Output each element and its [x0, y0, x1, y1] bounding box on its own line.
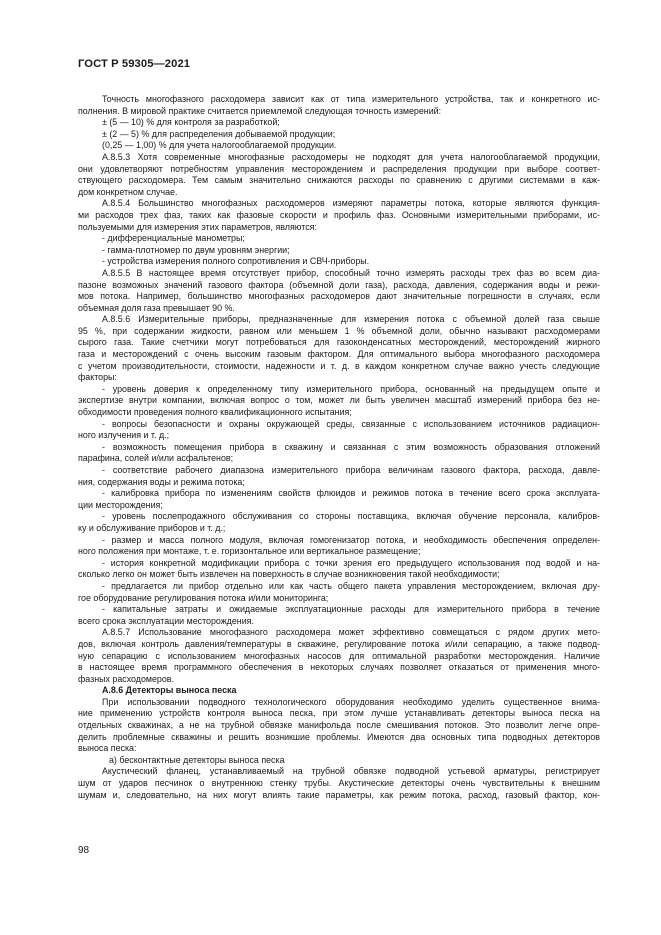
text-line: А.8.5.5 В настоящее время отсутствует прибор, способный точно измерять расходы трех фаз во всем диа-: [102, 267, 600, 278]
text-line: ± (2 — 5) % для распределения добываемой продукции;: [102, 128, 336, 139]
text-line: отдельных скважинах, а не на трубной обвязке манифольда после смешивания потоков. Это позволит легче опре-: [78, 720, 600, 731]
text-line: - калибровка прибора по изменениям свойств флюидов и режимов потока в течение всего срока эксплуата-: [102, 488, 600, 499]
body-text: [78, 94, 600, 801]
text-line: ную сепарацию с использованием многофазных насосов для оптимальной разработки месторождения. Наличие: [78, 650, 600, 661]
text-line: сырого газа. Такие счетчики могут потребоваться для газоконденсатных месторождений, месторождений жирного: [78, 337, 600, 348]
text-line: - предлагается ли прибор отдельно или как часть общего пакета управления месторождением, включая дру-: [102, 580, 600, 591]
text-line: ния, содержания воды и режима потока;: [78, 476, 245, 487]
text-line: а) бесконтактные детекторы выноса песка: [109, 754, 285, 765]
text-line: ми расходов трех фаз, таких как фазовые скорости и профиль фаз. Основными измерительными приборами, ис-: [78, 209, 600, 220]
text-line: дов, включая контроль давления/температуры в скважине, регулирование потока и/или сепарацию, а также подвод-: [78, 638, 600, 649]
text-line: - история конкретной модификации прибора с точки зрения его предыдущего использования под водой и на-: [102, 557, 600, 568]
text-line: шум от ударов песчинок о внутреннюю стенку трубы. Акустические детекторы очень чувствительны к внешним: [78, 778, 600, 789]
text-line: 95 %, при содержании жидкости, равном или меньшем 1 % объемной доли, обычно называют расходомерами: [78, 325, 600, 336]
text-line: в настоящее время программного обеспечения в некоторых случаях позволяет отказаться от применения много-: [78, 662, 600, 673]
text-line: ку и обслуживание приборов и т. д.;: [78, 522, 226, 533]
text-line: пазоне возможных значений газового фактора (объемной доли газа), расхода, давления, содержания воды и режи-: [78, 279, 600, 290]
text-line: - гамма-плотномер по двум уровням энергии;: [102, 244, 290, 255]
text-line: ного излучения и т. д.;: [78, 430, 170, 441]
text-line: шумам и, следовательно, на них могут влиять такие параметры, как режим потока, расход, газовый фактор, кон-: [78, 789, 600, 800]
text-line: ствующего расходомера. Тем самым значительно снижаются расходы по сравнению с другими системами в каж-: [78, 175, 600, 186]
text-line: А.8.5.6 Измерительные приборы, предназначенные для измерения потока с объемной долей газа свыше: [102, 314, 600, 325]
text-line: ± (5 — 10) % для контроля за разработкой;: [102, 117, 280, 128]
text-line: парафина, солей и/или асфальтенов;: [78, 453, 234, 464]
text-line: с учетом производительности, стоимости, надежности и т. д. в каждом конкретном случае важно учесть следующие: [78, 360, 600, 371]
text-line: мов потока. Например, большинство многофазных расходомеров дают значительные погрешности в случаях, если: [78, 291, 600, 302]
text-line: - соответствие рабочего диапазона измерительного прибора величинам газового фактора, расхода, давле-: [102, 465, 600, 475]
text-line: объемная доля газа превышает 90 %.: [78, 302, 235, 313]
text-line: - устройства измерения полного сопротивления и СВЧ-приборы.: [102, 256, 370, 267]
text-line: Акустический фланец, устанавливаемый на трубной обвязке подводной устьевой арматуры, регистрирует: [102, 766, 600, 777]
text-line: А.8.5.4 Большинство многофазных расходомеров измеряют параметры потока, которые являются функция-: [102, 198, 600, 209]
text-line: гое оборудование регулирования потока и/или мониторинга;: [78, 592, 329, 603]
text-line: А.8.5.3 Хотя современные многофазные расходомеры не подходят для учета налогооблагаемой продукции,: [102, 151, 600, 162]
text-line: всего срока эксплуатации месторождения.: [78, 615, 254, 626]
text-line: - дифференциальные манометры;: [102, 233, 245, 244]
text-line: - уровень доверия к определенному типу измерительного прибора, основанный на предыдущем опыте и: [102, 383, 600, 394]
text-line: А.8.6 Детекторы выноса песка: [102, 685, 237, 696]
text-line: факторы:: [78, 372, 117, 383]
text-line: полнения. В мировой практике считается приемлемой следующая точность измерений:: [78, 105, 442, 116]
text-line: При использовании подводного технологического оборудования необходимо уделить существенное внима-: [102, 696, 600, 707]
text-line: экспертизе внутри компании, включая вопрос о том, может ли быть увеличен масштаб измерений прибора без не-: [78, 395, 600, 406]
text-line: ние применению устройств контроля выноса песка, при этом лучше устанавливать детекторы выноса песка на: [78, 708, 600, 719]
text-line: они удовлетворяют потребностям управления месторождением и распределения продукции при выборе соответ-: [78, 163, 600, 174]
text-line: А.8.5.7 Использование многофазного расходомера может эффективно совмещаться с рядом других мето-: [102, 627, 600, 638]
text-line: - возможность помещения прибора в скважину и связанная с этим возможность образования отложений: [102, 441, 600, 452]
text-line: Точность многофазного расходомера зависит как от типа измерительного устройства, так и конкретного ис-: [102, 94, 600, 104]
text-line: газа и месторождений с очень высоким газовым фактором. Для оптимального выбора многофазного расходомера: [78, 349, 600, 360]
text-line: ции месторождения;: [78, 499, 163, 510]
text-line: ного положения при монтаже, т. е. горизонтальное или вертикальное размещение;: [78, 546, 421, 557]
text-line: - капитальные затраты и ожидаемые эксплуатационные расходы для измерительного прибора в течение: [102, 604, 600, 615]
text-line: дом конкретном случае.: [78, 186, 178, 197]
text-line: выноса песка:: [78, 743, 137, 754]
text-line: делить проблемные скважины и решить возникшие проблемы. Имеются два основных типа подводных детекторов: [78, 731, 600, 742]
text-line: сколько легко он может быть извлечен на поверхность в случае возникновения такой необходимости;: [78, 569, 500, 580]
text-line: пользуемыми для измерения этих параметров, являются:: [78, 221, 317, 232]
standard-header: ГОСТ Р 59305—2021: [78, 58, 191, 70]
text-line: обходимости проведения полного квалификационного испытания;: [78, 407, 352, 418]
text-line: фазных расходомеров.: [78, 673, 174, 684]
text-line: - вопросы безопасности и охраны окружающей среды, связанные с использованием источников радиацион-: [102, 418, 600, 429]
page-number: 98: [78, 845, 90, 856]
text-line: (0,25 — 1,00) % для учета налогооблагаемой продукции.: [102, 140, 337, 151]
text-line: - размер и масса полного модуля, включая гомогенизатор потока, и необходимость обеспечения определен-: [102, 534, 600, 545]
text-line: - уровень послепродажного обслуживания со стороны поставщика, включая обучение персонала, калибров-: [102, 511, 600, 522]
